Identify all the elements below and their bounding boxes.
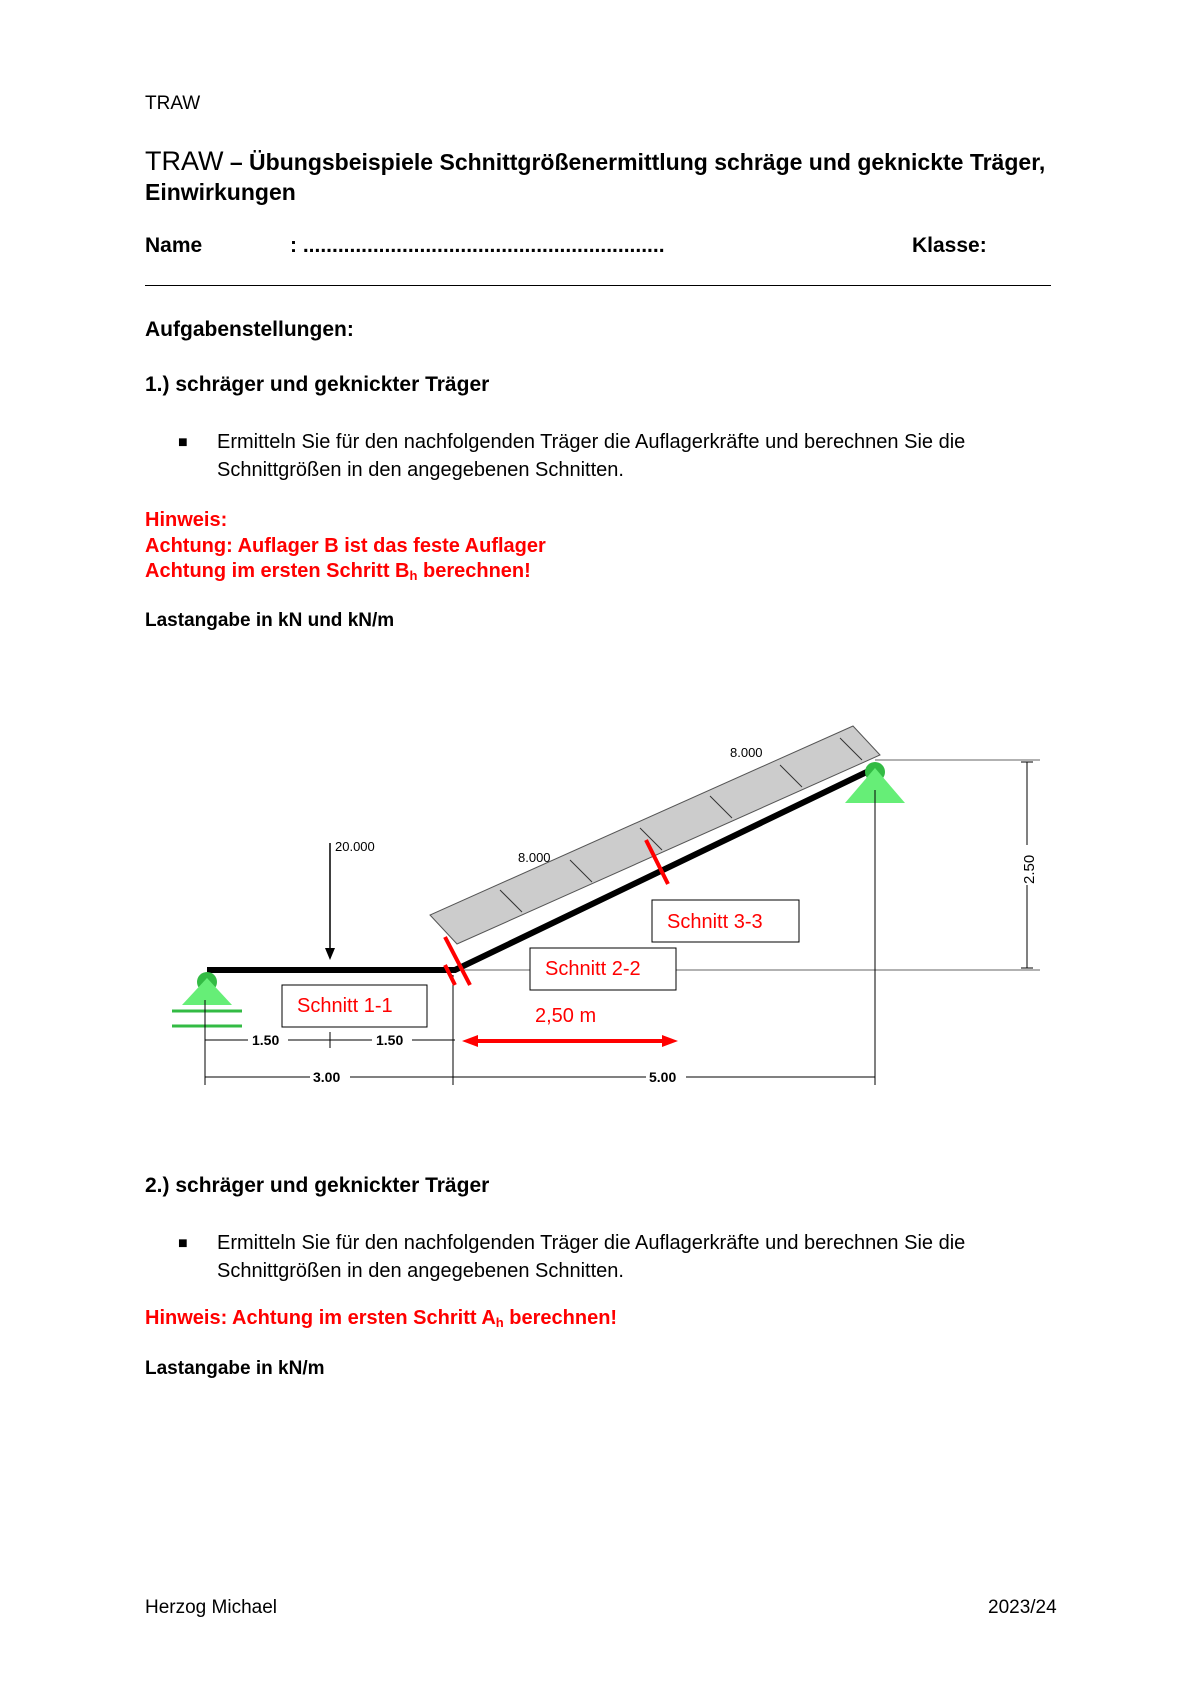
task2-instruction: Ermitteln Sie für den nachfolgenden Träger die Auflagerkräfte und berechnen Sie die Schnittgrößen in den angegebenen Schnitten.: [217, 1232, 966, 1282]
task1-hint-line1: Achtung: Auflager B ist das feste Auflager: [145, 535, 546, 557]
dim-b-label: 1.50: [376, 1032, 404, 1048]
section-label-3: Schnitt 3-3: [667, 911, 763, 933]
task2-load-info: Lastangabe in kN/m: [145, 1358, 325, 1379]
section-label-2: Schnitt 2-2: [545, 958, 641, 980]
task1-instruction: Ermitteln Sie für den nachfolgenden Träger die Auflagerkräfte und berechnen Sie die Schnittgrößen in den angegebenen Schnitten.: [217, 431, 966, 481]
task1-hint-line2-sub: h: [409, 568, 418, 583]
support-a: [172, 972, 242, 1026]
dim-d-label: 5.00: [649, 1069, 677, 1085]
task2-hint-sub: h: [495, 1315, 504, 1330]
task1-hint-line2-pre: Achtung im ersten Schritt B: [145, 560, 410, 582]
class-label: Klasse:: [912, 234, 987, 257]
footer-author: Herzog Michael: [145, 1597, 277, 1618]
tasks-heading: Aufgabenstellungen:: [145, 318, 354, 341]
bullet-icon: ■: [178, 1235, 188, 1252]
length-marker-label: 2,50 m: [535, 1005, 597, 1027]
title-lead: TRAW: [145, 146, 224, 176]
task1-load-info: Lastangabe in kN und kN/m: [145, 610, 395, 631]
name-label: Name: [145, 234, 203, 257]
page-header: TRAW: [145, 93, 201, 114]
dim-a-label: 1.50: [252, 1032, 280, 1048]
task2-hint-pre: Hinweis: Achtung im ersten Schritt A: [145, 1307, 496, 1329]
dim-c-label: 3.00: [313, 1069, 341, 1085]
task2-hint-post: berechnen!: [503, 1307, 618, 1329]
title-rest: – Übungsbeispiele Schnittgrößenermittlung schräge und geknickte Träger, Einwirkungen: [145, 149, 1046, 205]
footer-year: 2023/24: [988, 1597, 1057, 1618]
dist-load-label-2: 8.000: [730, 745, 763, 760]
task2-heading: 2.) schräger und geknickter Träger: [145, 1174, 490, 1197]
task1-hint-title: Hinweis:: [145, 509, 228, 531]
task1-hint-line2-post: berechnen!: [417, 560, 531, 582]
height-dim-label: 2.50: [1021, 854, 1038, 884]
point-load-label: 20.000: [335, 839, 375, 854]
task1-heading: 1.) schräger und geknickter Träger: [145, 373, 490, 396]
name-field: : ..............................................................: [290, 234, 665, 257]
dist-load-label-1: 8.000: [518, 850, 551, 865]
task2-hint: [145, 1305, 617, 1336]
section-label-1: Schnitt 1-1: [297, 995, 393, 1017]
bullet-icon: ■: [178, 434, 188, 451]
